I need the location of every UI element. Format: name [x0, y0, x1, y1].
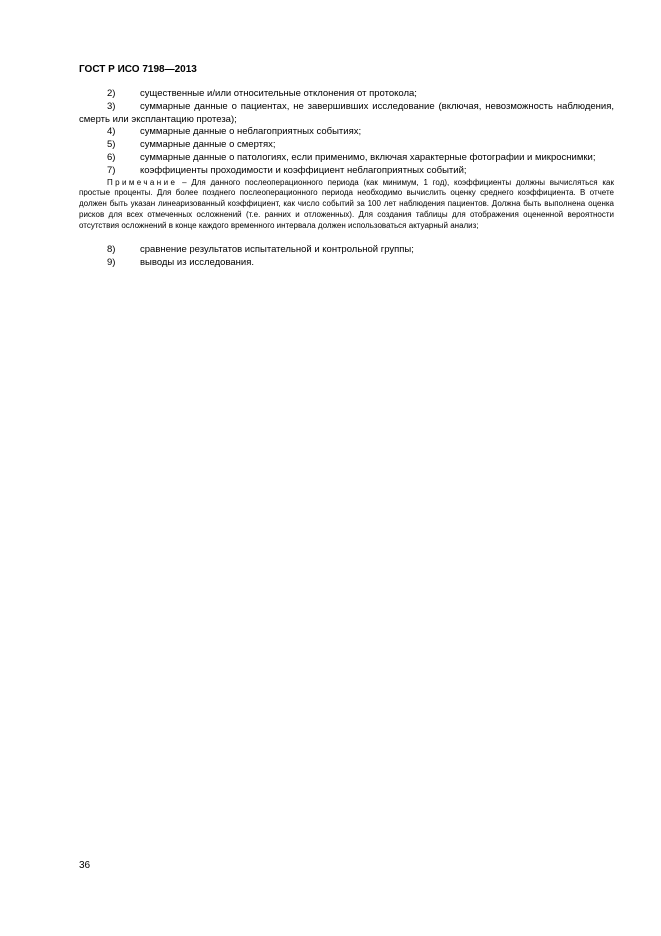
list-item-text: суммарные данные о патологиях, если применимо, включая характерные фотографии и микроснимки;	[140, 151, 596, 163]
list-item	[79, 152, 614, 165]
page-content	[79, 88, 614, 270]
list-item	[79, 126, 614, 139]
document-header: ГОСТ Р ИСО 7198—2013	[79, 64, 197, 75]
list-item-number: 6)	[107, 151, 116, 163]
note-paragraph	[79, 178, 614, 233]
list-item	[79, 257, 614, 270]
note-label: Примечание	[107, 177, 178, 187]
page-number: 36	[79, 860, 91, 871]
list-item-text: суммарные данные о неблагоприятных событиях;	[140, 126, 362, 138]
list-item-text: суммарные данные о пациентах, не завершивших исследование (включая, невозможность наблюдения, смерть или эксплантацию протеза);	[79, 100, 614, 125]
list-item-number: 4)	[107, 126, 116, 138]
list-item-text: суммарные данные о смертях;	[140, 139, 276, 151]
list-item-number: 9)	[107, 256, 116, 268]
list-item-number: 5)	[107, 139, 116, 151]
list-item-text: сравнение результатов испытательной и контрольной группы;	[140, 244, 414, 256]
list-item-number: 8)	[107, 244, 116, 256]
list-item	[79, 139, 614, 152]
list-item	[79, 101, 614, 127]
list-item	[79, 244, 614, 257]
list-item-text: выводы из исследования.	[140, 256, 255, 268]
list-item-text: коэффициенты проходимости и коэффициент неблагоприятных событий;	[140, 164, 467, 176]
list-item-number: 3)	[107, 100, 116, 112]
list-item	[79, 165, 614, 178]
list-item	[79, 88, 614, 101]
list-item-text: существенные и/или относительные отклонения от протокола;	[140, 88, 417, 99]
note-text: – Для данного послеоперационного периода (как минимум, 1 год), коэффициенты должны вычисляться как простые проценты. Для более позднего послеоперационного периода необходимо вычислить оценку среднего коэффициента. В отчете должен быть указан линеаризованный коэффициент, как число событий за 100 лет наблюдения пациентов. Должна быть выполнена оценка рисков для всех отмеченных осложнений (т.е. ранних и отложенных). Для создания таблицы для отображения оцененной вероятности отсутствия осложнений в конце каждого временного интервала должен использоваться актуарный анализ;	[79, 177, 614, 231]
list-item-number: 7)	[107, 164, 116, 176]
list-item-number: 2)	[107, 88, 116, 99]
